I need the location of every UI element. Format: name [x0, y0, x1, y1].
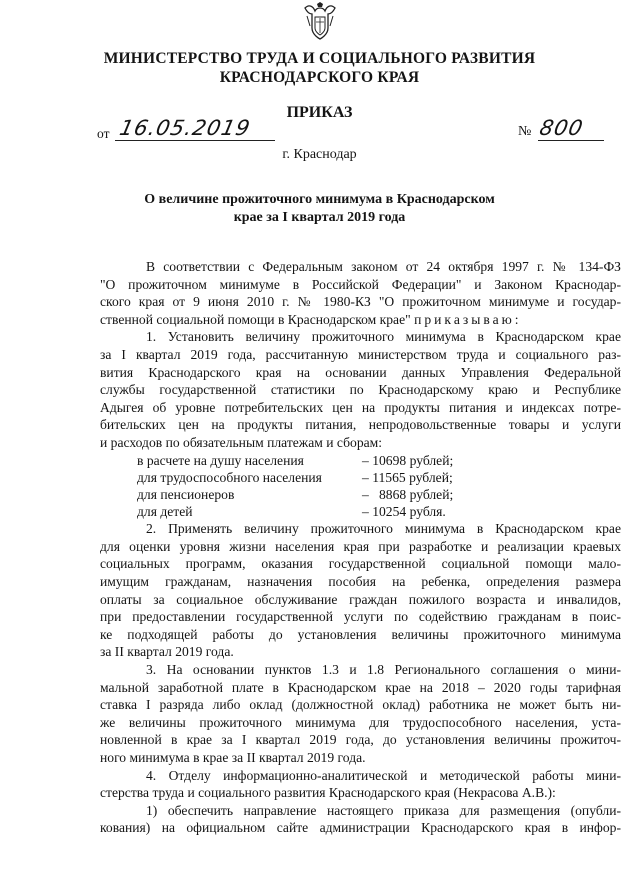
rate-row — [100, 469, 621, 486]
date-underline — [115, 140, 275, 141]
order-title-line2: крае за I квартал 2019 года — [233, 210, 406, 225]
body-line: 3. На основании пунктов 1.3 и 1.8 Регионального соглашения о мини- — [146, 662, 621, 678]
number-underline — [538, 140, 604, 141]
body-line: 4. Отделу информационно-аналитической и методической работы мини- — [146, 767, 621, 783]
rate-value: – 11565 рублей; — [362, 469, 453, 485]
order-body — [100, 258, 621, 837]
body-line: социальных программ, оказания государственной социальной помощи мало- — [100, 556, 621, 572]
rate-label: для детей — [137, 504, 193, 520]
body-line: В соответствии с Федеральным законом от 24 октября 1997 г. № 134-ФЗ — [146, 259, 621, 274]
body-line: ставка I разряда либо оклад (должностной оклад) работника не может быть ни- — [100, 697, 621, 713]
body-line: же величины прожиточного минимума для трудоспособного населения, уста- — [100, 714, 621, 730]
body-line: имущим гражданам, назначения пособия на ребенка, определения размера — [100, 574, 621, 590]
body-line: мальной заработной плате в Краснодарском крае на 2018 – 2020 годы тарифная — [100, 679, 621, 695]
body-line: ного минимума в крае за II квартал 2019 года. — [100, 750, 366, 765]
coat-of-arms-emblem — [301, 2, 339, 42]
body-line: ке подходящей работы до установления величины прожиточного минимума — [100, 626, 621, 642]
number-sign: № — [518, 124, 532, 139]
city-name: г. Краснодар — [282, 147, 357, 162]
body-line: "О прожиточном минимуме в Российской Федерации" и Законом Краснодар- — [100, 276, 621, 292]
ministry-name-line1: МИНИСТЕРСТВО ТРУДА И СОЦИАЛЬНОГО РАЗВИТИЯ — [103, 50, 536, 67]
body-line: стерства труда и социального развития Краснодарского края (Некрасова А.В.): — [100, 785, 556, 801]
body-line: 1. Установить величину прожиточного минимума в Краснодарском крае — [146, 329, 621, 345]
body-line: службы государственной статистики по Краснодарскому краю и Республике — [100, 382, 621, 398]
ministry-name-line2: КРАСНОДАРСКОГО КРАЯ — [219, 69, 420, 86]
body-line-text: ственной социальной помощи в Краснодарском крае" — [100, 311, 411, 327]
rate-value: – 10254 рубля. — [362, 504, 446, 520]
order-title-line1: О величине прожиточного минимума в Краснодарском — [144, 192, 495, 207]
body-line: кования) на официальном сайте администрации Краснодарского края в инфор- — [100, 820, 621, 836]
rate-row — [100, 486, 621, 503]
body-line: бительских цен на продукты питания, непродовольственные товары и услуги — [100, 417, 621, 433]
rate-label: в расчете на душу населения — [137, 452, 304, 468]
rate-value: – 8868 рублей; — [362, 486, 454, 502]
order-date: 16.05.2019 — [117, 116, 253, 140]
order-word: приказываю: — [414, 311, 522, 327]
body-line: 1) обеспечить направление настоящего приказа для размещения (опубли- — [146, 802, 621, 818]
body-line: ского края от 9 июня 2010 г. № 1980-КЗ "О прожиточном минимуме и государ- — [100, 294, 621, 310]
body-line: и расходов по обязательным платежам и сборам: — [100, 434, 383, 450]
order-number: 800 — [537, 116, 586, 140]
body-line: при предоставлении государственной услуги по содействию гражданам в поис- — [100, 609, 621, 625]
rate-value: – 10698 рублей; — [362, 452, 454, 468]
body-line — [100, 311, 621, 329]
body-line: за II квартал 2019 года. — [100, 644, 234, 660]
document-type-heading: ПРИКАЗ — [286, 104, 353, 121]
body-line: за I квартал 2019 года, рассчитанную министерством труда и социального раз- — [100, 346, 621, 362]
rate-label: для трудоспособного населения — [137, 469, 322, 485]
body-line: оплаты за социальное обслуживание граждан пожилого возраста и инвалидов, — [100, 591, 621, 607]
date-prefix: от — [97, 126, 110, 141]
body-line: новленной в крае за I квартал 2019 года, до установления величины прожиточ- — [100, 732, 621, 748]
body-line: 2. Применять величину прожиточного минимума в Краснодарском крае — [146, 521, 621, 537]
rate-label: для пенсионеров — [137, 486, 235, 502]
rate-row — [100, 452, 621, 469]
body-line: для оценки уровня жизни населения края при разработке и реализации краевых — [100, 538, 621, 554]
body-line: вития Краснодарского края на основании данных Управления Федеральной — [100, 364, 621, 380]
rate-row — [100, 503, 621, 520]
body-line: Адыгея об уровне потребительских цен на продукты питания и индексах потре- — [100, 399, 621, 415]
